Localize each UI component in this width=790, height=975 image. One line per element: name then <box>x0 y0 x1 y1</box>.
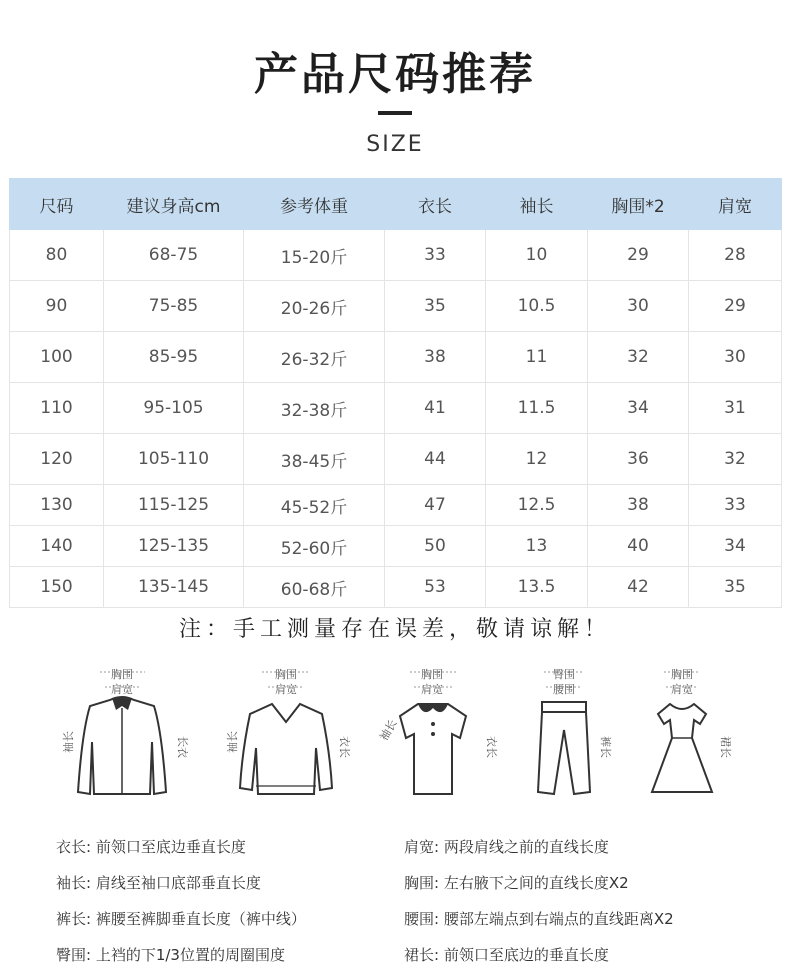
table-cell: 130 <box>10 485 104 526</box>
sweater-length-label: 衣长 <box>338 736 351 758</box>
table-cell: 32 <box>588 332 689 383</box>
sweater-shoulder-label: 肩宽 <box>275 683 297 696</box>
table-cell: 115-125 <box>104 485 244 526</box>
table-cell: 10.5 <box>486 281 588 332</box>
table-cell: 32 <box>689 434 782 485</box>
polo-chest-label: 胸围 <box>421 668 443 681</box>
table-cell: 125-135 <box>104 526 244 567</box>
jacket-length-label: 长衣 <box>176 736 189 758</box>
table-cell: 110 <box>10 383 104 434</box>
def-right-1: 肩宽: 两段肩线之前的直线长度 <box>404 838 609 856</box>
jacket-shoulder-label: 肩宽 <box>111 683 133 696</box>
table-cell: 35 <box>689 567 782 608</box>
polo-length-label: 衣长 <box>485 736 498 758</box>
table-cell: 50 <box>385 526 486 567</box>
header-shoulder: 肩宽 <box>689 179 782 230</box>
page-title: 产品尺码推荐 <box>254 49 536 100</box>
def-left-1: 衣长: 前领口至底边垂直长度 <box>56 838 246 856</box>
table-cell: 120 <box>10 434 104 485</box>
table-cell: 44 <box>385 434 486 485</box>
header-height: 建议身高cm <box>104 179 244 230</box>
table-row <box>10 332 782 383</box>
table-cell: 75-85 <box>104 281 244 332</box>
table-cell: 35 <box>385 281 486 332</box>
table-cell: 100 <box>10 332 104 383</box>
sweater-diagram <box>210 662 360 807</box>
header-weight: 参考体重 <box>244 179 385 230</box>
table-cell: 36 <box>588 434 689 485</box>
jacket-sleeve-label: 袖长 <box>62 731 75 753</box>
header-chest: 胸围*2 <box>588 179 689 230</box>
dress-length-label: 裙长 <box>719 736 732 758</box>
dress-chest-label: 胸围 <box>671 668 693 681</box>
table-cell: 11.5 <box>486 383 588 434</box>
table-cell: 31 <box>689 383 782 434</box>
table-row <box>10 434 782 485</box>
table-row <box>10 230 782 281</box>
table-header-row <box>10 179 782 230</box>
pants-length-label: 裤长 <box>599 736 612 758</box>
table-cell: 135-145 <box>104 567 244 608</box>
jacket-chest-label: 胸围 <box>111 668 133 681</box>
table-cell: 47 <box>385 485 486 526</box>
table-cell: 11 <box>486 332 588 383</box>
header-length: 衣长 <box>385 179 486 230</box>
table-cell: 15-20斤 <box>244 230 385 281</box>
pants-diagram <box>520 662 650 807</box>
title-underline <box>378 111 412 115</box>
sweater-sleeve-label: 袖长 <box>226 731 239 753</box>
dress-shoulder-label: 肩宽 <box>671 683 693 696</box>
polo-sleeve-label: 袖长 <box>377 717 400 744</box>
size-table <box>9 178 782 608</box>
table-cell: 20-26斤 <box>244 281 385 332</box>
def-right-2: 胸围: 左右腋下之间的直线长度X2 <box>404 874 629 892</box>
header-size: 尺码 <box>10 179 104 230</box>
table-cell: 105-110 <box>104 434 244 485</box>
table-cell: 140 <box>10 526 104 567</box>
sweater-chest-label: 胸围 <box>275 668 297 681</box>
table-cell: 12 <box>486 434 588 485</box>
table-cell: 13.5 <box>486 567 588 608</box>
def-left-3: 裤长: 裤腰至裤脚垂直长度（裤中线） <box>56 910 306 928</box>
table-cell: 12.5 <box>486 485 588 526</box>
table-cell: 33 <box>385 230 486 281</box>
table-cell: 52-60斤 <box>244 526 385 567</box>
table-cell: 60-68斤 <box>244 567 385 608</box>
table-cell: 53 <box>385 567 486 608</box>
def-left-4: 臀围: 上裆的下1/3位置的周圈围度 <box>56 946 285 964</box>
table-cell: 32-38斤 <box>244 383 385 434</box>
polo-shoulder-label: 肩宽 <box>421 683 443 696</box>
table-cell: 34 <box>588 383 689 434</box>
table-cell: 38-45斤 <box>244 434 385 485</box>
def-right-4: 裙长: 前领口至底边的垂直长度 <box>404 946 609 964</box>
table-cell: 42 <box>588 567 689 608</box>
table-cell: 38 <box>385 332 486 383</box>
page-subtitle: SIZE <box>366 132 424 157</box>
table-cell: 68-75 <box>104 230 244 281</box>
header-sleeve: 袖长 <box>486 179 588 230</box>
table-cell: 95-105 <box>104 383 244 434</box>
table-cell: 29 <box>689 281 782 332</box>
table-cell: 26-32斤 <box>244 332 385 383</box>
table-cell: 30 <box>588 281 689 332</box>
table-cell: 38 <box>588 485 689 526</box>
table-row <box>10 567 782 608</box>
table-cell: 30 <box>689 332 782 383</box>
table-cell: 45-52斤 <box>244 485 385 526</box>
measurement-note: 注：手工测量存在误差，敬请谅解！ <box>178 617 611 642</box>
table-row <box>10 383 782 434</box>
def-left-2: 袖长: 肩线至袖口底部垂直长度 <box>56 874 261 892</box>
table-cell: 41 <box>385 383 486 434</box>
table-cell: 34 <box>689 526 782 567</box>
table-cell: 10 <box>486 230 588 281</box>
table-cell: 29 <box>588 230 689 281</box>
table-cell: 150 <box>10 567 104 608</box>
table-row <box>10 485 782 526</box>
table-cell: 40 <box>588 526 689 567</box>
table-cell: 80 <box>10 230 104 281</box>
pants-hip-label: 臀围 <box>553 668 575 681</box>
def-right-3: 腰围: 腰部左端点到右端点的直线距离X2 <box>404 910 674 928</box>
table-row <box>10 526 782 567</box>
table-cell: 90 <box>10 281 104 332</box>
table-cell: 13 <box>486 526 588 567</box>
table-row <box>10 281 782 332</box>
table-cell: 85-95 <box>104 332 244 383</box>
table-cell: 28 <box>689 230 782 281</box>
polo-diagram <box>370 662 520 807</box>
table-cell: 33 <box>689 485 782 526</box>
dress-diagram <box>640 662 780 807</box>
pants-waist-label: 腰围 <box>553 683 575 696</box>
jacket-diagram <box>50 662 200 807</box>
